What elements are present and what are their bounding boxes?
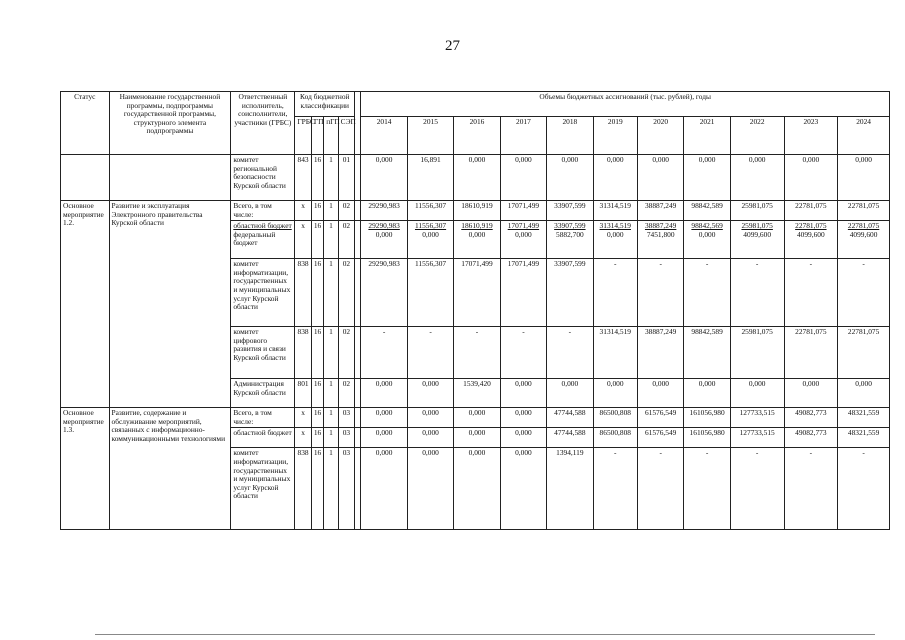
value-cell: -	[730, 259, 784, 327]
executor-cell: комитет цифрового развития и связи Курской области	[231, 327, 295, 379]
code-cell: 1	[324, 155, 338, 201]
value-cell: 1539,420	[454, 379, 500, 408]
value-cell: 0,000	[361, 155, 407, 201]
code-cell: 16	[311, 259, 323, 327]
code-cell: x	[295, 221, 312, 259]
code-cell: 02	[338, 259, 355, 327]
value-cell: 0,000	[784, 155, 838, 201]
value-cell: 0,000	[730, 155, 784, 201]
header-year: 2018	[547, 117, 593, 155]
code-cell: x	[295, 408, 312, 428]
code-cell: 16	[311, 221, 323, 259]
executor-federal: федеральный бюджет	[233, 229, 276, 248]
header-code-pgp: пГП	[324, 117, 338, 155]
code-cell: 1	[324, 327, 338, 379]
value-cell: 61576,549	[637, 428, 683, 448]
code-cell: 03	[338, 408, 355, 428]
code-cell: 1	[324, 379, 338, 408]
code-cell: 843	[295, 155, 312, 201]
page-bottom-rule	[95, 634, 875, 635]
value-cell: -	[637, 448, 683, 530]
value-cell: -	[547, 327, 593, 379]
value-cell: 33907,599	[547, 259, 593, 327]
value-cell: 0,000	[547, 379, 593, 408]
code-cell: 16	[311, 201, 323, 221]
value-cell: 161056,980	[684, 408, 730, 428]
value-cell: 25981,075	[730, 201, 784, 221]
value-cell: 33907,599 5882,700	[547, 221, 593, 259]
header-year: 2017	[500, 117, 546, 155]
value-cell: 18610,919	[454, 201, 500, 221]
header-code-gp: ГП	[311, 117, 323, 155]
header-year: 2022	[730, 117, 784, 155]
header-year: 2014	[361, 117, 407, 155]
page-number: 27	[445, 38, 460, 54]
value-cell: 22781,075	[838, 201, 890, 221]
value-cell: 11556,307	[407, 259, 453, 327]
value-cell: 22781,075	[784, 201, 838, 221]
code-cell: 1	[324, 201, 338, 221]
value-cell: 61576,549	[637, 408, 683, 428]
executor-cell: комитет региональной безопасности Курской области	[231, 155, 295, 201]
value-cell: -	[361, 327, 407, 379]
name-cell: Развитие, содержание и обслуживание мероприятий, связанных с информационно-коммуникационными технологиями	[109, 408, 231, 530]
header-year: 2023	[784, 117, 838, 155]
value-cell: 48321,559	[838, 428, 890, 448]
value-cell: 0,000	[730, 379, 784, 408]
code-cell: 801	[295, 379, 312, 408]
value-cell: 29290,983 0,000	[361, 221, 407, 259]
code-cell: 1	[324, 408, 338, 428]
value-cell: 127733,515	[730, 408, 784, 428]
value-cell: -	[784, 448, 838, 530]
value-cell: -	[838, 259, 890, 327]
header-executor: Ответственный исполнитель, соисполнители, участники (ГРБС)	[231, 92, 295, 155]
code-cell: 1	[324, 221, 338, 259]
value-cell: 86500,808	[593, 408, 637, 428]
value-cell: 48321,559	[838, 408, 890, 428]
value-cell: 11556,307	[407, 201, 453, 221]
value-cell: 25981,075 4099,600	[730, 221, 784, 259]
value-cell: 38887,249	[637, 327, 683, 379]
value-cell: 0,000	[361, 448, 407, 530]
value-cell: 29290,983	[361, 259, 407, 327]
value-cell: 0,000	[500, 379, 546, 408]
value-cell: 0,000	[637, 155, 683, 201]
table-row	[61, 408, 890, 428]
value-cell: 31314,519	[593, 327, 637, 379]
executor-cell: комитет информатизации, государственных и муниципальных услуг Курской области	[231, 448, 295, 530]
value-cell: 0,000	[684, 379, 730, 408]
value-cell: 31314,519	[593, 201, 637, 221]
value-cell: 0,000	[407, 448, 453, 530]
value-cell: -	[593, 259, 637, 327]
value-cell: 0,000	[454, 408, 500, 428]
value-cell: 0,000	[547, 155, 593, 201]
value-cell: 18610,919 0,000	[454, 221, 500, 259]
table-row	[61, 201, 890, 221]
header-year: 2021	[684, 117, 730, 155]
value-cell: 49082,773	[784, 428, 838, 448]
value-cell: 0,000	[500, 155, 546, 201]
status-cell	[61, 155, 110, 201]
code-cell: 838	[295, 448, 312, 530]
executor-cell: Всего, в том числе:	[231, 408, 295, 428]
header-year: 2020	[637, 117, 683, 155]
code-cell: x	[295, 428, 312, 448]
value-cell: 16,891	[407, 155, 453, 201]
value-cell: 31314,519 0,000	[593, 221, 637, 259]
value-cell: 49082,773	[784, 408, 838, 428]
header-year: 2016	[454, 117, 500, 155]
executor-cell: Администрация Курской области	[231, 379, 295, 408]
value-cell: -	[637, 259, 683, 327]
code-cell: 16	[311, 428, 323, 448]
header-code-grbs: ГРБС	[295, 117, 312, 155]
header-year: 2015	[407, 117, 453, 155]
value-cell: 17071,499 0,000	[500, 221, 546, 259]
value-cell: 11556,307 0,000	[407, 221, 453, 259]
table-row	[61, 155, 890, 201]
value-cell: 47744,588	[547, 408, 593, 428]
code-cell: 03	[338, 428, 355, 448]
value-cell: 0,000	[454, 448, 500, 530]
value-cell: 22781,075 4099,600	[784, 221, 838, 259]
value-cell: 98842,589	[684, 327, 730, 379]
value-cell: 0,000	[838, 379, 890, 408]
code-cell: 1	[324, 428, 338, 448]
value-cell: 161056,980	[684, 428, 730, 448]
value-cell: 0,000	[500, 408, 546, 428]
value-cell: 0,000	[454, 155, 500, 201]
code-cell: 1	[324, 448, 338, 530]
value-cell: 17071,499	[454, 259, 500, 327]
code-cell: 16	[311, 155, 323, 201]
value-cell: 17071,499	[500, 201, 546, 221]
value-cell: -	[730, 448, 784, 530]
value-cell: 0,000	[593, 155, 637, 201]
value-cell: 0,000	[407, 428, 453, 448]
value-cell: -	[684, 259, 730, 327]
executor-cell	[231, 221, 295, 259]
executor-cell: областной бюджет	[231, 428, 295, 448]
code-cell: 01	[338, 155, 355, 201]
code-cell: 16	[311, 327, 323, 379]
executor-regional: областной бюджет	[233, 221, 292, 231]
header-volume-group: Объемы бюджетных ассигнований (тыс. рублей), годы	[361, 92, 890, 117]
status-cell: Основное мероприятие 1.3.	[61, 408, 110, 530]
value-cell: -	[407, 327, 453, 379]
header-year: 2024	[838, 117, 890, 155]
header-code-sep: СЭП	[338, 117, 355, 155]
value-cell: 0,000	[637, 379, 683, 408]
code-cell: x	[295, 201, 312, 221]
code-cell: 16	[311, 448, 323, 530]
value-cell: 22781,075	[784, 327, 838, 379]
executor-cell: Всего, в том числе:	[231, 201, 295, 221]
header-status: Статус	[61, 92, 110, 155]
budget-table	[60, 91, 890, 530]
header-code-group: Код бюджетной классификации	[295, 92, 355, 117]
code-cell: 838	[295, 327, 312, 379]
value-cell: 29290,983	[361, 201, 407, 221]
value-cell: 0,000	[361, 379, 407, 408]
value-cell: 0,000	[784, 379, 838, 408]
executor-cell: комитет информатизации, государственных и муниципальных услуг Курской области	[231, 259, 295, 327]
value-cell: -	[684, 448, 730, 530]
value-cell: 47744,588	[547, 428, 593, 448]
value-cell: 98842,569 0,000	[684, 221, 730, 259]
value-cell: 0,000	[838, 155, 890, 201]
value-cell: 38887,249	[637, 201, 683, 221]
value-cell: 0,000	[684, 155, 730, 201]
code-cell: 1	[324, 259, 338, 327]
value-cell: 17071,499	[500, 259, 546, 327]
status-cell: Основное мероприятие 1.2.	[61, 201, 110, 408]
code-cell: 16	[311, 379, 323, 408]
value-cell: 0,000	[500, 428, 546, 448]
value-cell: 33907,599	[547, 201, 593, 221]
value-cell: 0,000	[407, 379, 453, 408]
value-cell: 0,000	[407, 408, 453, 428]
value-cell: 0,000	[500, 448, 546, 530]
value-cell: 22781,075 4099,600	[838, 221, 890, 259]
value-cell: 0,000	[361, 408, 407, 428]
code-cell: 02	[338, 221, 355, 259]
value-cell: 0,000	[454, 428, 500, 448]
code-cell: 02	[338, 327, 355, 379]
value-cell: -	[784, 259, 838, 327]
header-year: 2019	[593, 117, 637, 155]
value-cell: 127733,515	[730, 428, 784, 448]
value-cell: 98842,589	[684, 201, 730, 221]
name-cell: Развитие и эксплуатация Электронного правительства Курской области	[109, 201, 231, 408]
code-cell: 02	[338, 201, 355, 221]
value-cell: -	[593, 448, 637, 530]
code-cell: 838	[295, 259, 312, 327]
value-cell: 1394,119	[547, 448, 593, 530]
value-cell: 0,000	[593, 379, 637, 408]
value-cell: 86500,808	[593, 428, 637, 448]
value-cell: -	[500, 327, 546, 379]
code-cell: 16	[311, 408, 323, 428]
code-cell: 02	[338, 379, 355, 408]
code-cell: 03	[338, 448, 355, 530]
header-row-1	[61, 92, 890, 117]
value-cell: 22781,075	[838, 327, 890, 379]
value-cell: 25981,075	[730, 327, 784, 379]
value-cell: -	[454, 327, 500, 379]
name-cell	[109, 155, 231, 201]
header-name: Наименование государственной программы, подпрограммы государственной программы, структурного элемента подпрограммы	[109, 92, 231, 155]
value-cell: 0,000	[361, 428, 407, 448]
value-cell: 38887,249 7451,800	[637, 221, 683, 259]
value-cell: -	[838, 448, 890, 530]
